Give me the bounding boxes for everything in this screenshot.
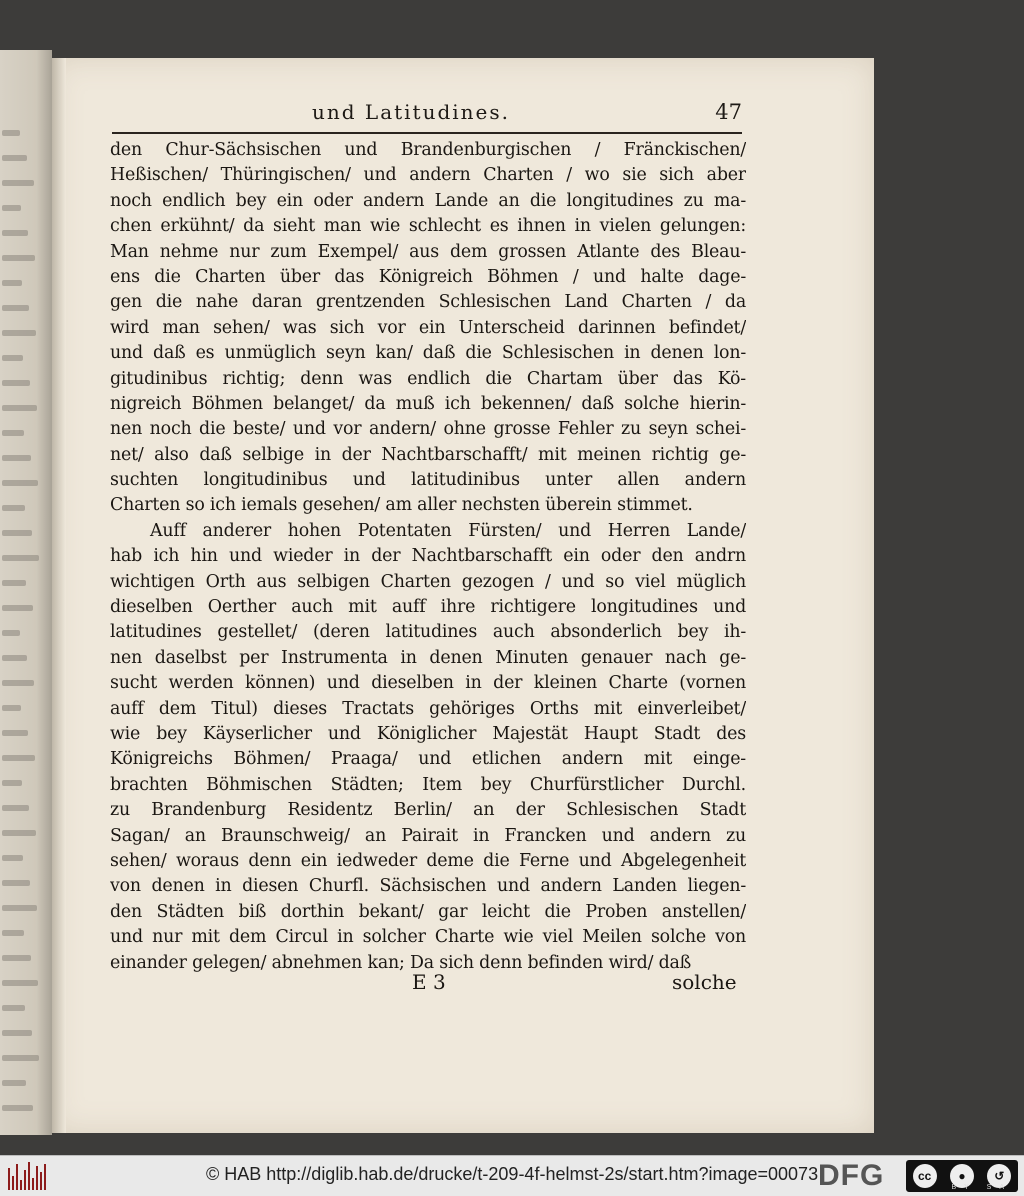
text-line: und nur mit dem Circul in solcher Charte wie viel Meilen solche von	[110, 927, 746, 948]
bleed-through-text	[2, 180, 34, 186]
bleed-through-text	[2, 205, 21, 211]
logo-bar	[28, 1162, 30, 1190]
bleed-through-text	[2, 355, 23, 361]
text-line: Charten so ich iemals gesehen/ am aller nechsten überein stimmet.	[110, 495, 693, 516]
bleed-through-text	[2, 430, 24, 436]
bleed-through-text	[2, 930, 24, 936]
bleed-through-text	[2, 505, 25, 511]
cc-license-badge[interactable]	[906, 1160, 1018, 1192]
text-line: nen daselbst per Instrumenta in denen Minuten genauer nach ge-	[110, 647, 746, 668]
logo-bar	[24, 1170, 26, 1190]
bleed-through-text	[2, 680, 34, 686]
footer-bar	[0, 1155, 1024, 1196]
bleed-through-text	[2, 1030, 32, 1036]
previous-page-edge[interactable]	[0, 50, 52, 1135]
text-line: nen noch die beste/ und vor andern/ ohne grosse Fehler zu seyn schei-	[110, 419, 746, 440]
bleed-through-text	[2, 980, 38, 986]
text-line: gen die nahe daran grentzenden Schlesischen Land Charten / da	[110, 292, 746, 313]
text-line: von denen in diesen Churfl. Sächsischen und andern Landen liegen-	[110, 876, 746, 897]
page-spine-shadow	[52, 58, 66, 1133]
text-line: Königreichs Böhmen/ Praaga/ und etlichen andern mit einge-	[110, 749, 746, 770]
body-text	[110, 138, 746, 976]
book-page	[52, 58, 874, 1133]
creative-commons-icon: cc	[913, 1164, 937, 1188]
logo-bar	[8, 1168, 10, 1190]
text-line: wie bey Käyserlicher und Königlicher Majestät Haupt Stadt des	[110, 723, 746, 744]
text-line: einander gelegen/ abnehmen kan; Da sich denn befinden wird/ daß	[110, 952, 692, 973]
bleed-through-text	[2, 580, 26, 586]
text-line: auff dem Titul) dieses Tractats gehöriges Orths mit einverleibet/	[110, 698, 746, 719]
bleed-through-text	[2, 130, 20, 136]
bleed-through-text	[2, 630, 20, 636]
hab-barcode-logo-icon[interactable]	[8, 1162, 48, 1190]
bleed-through-text	[2, 280, 22, 286]
logo-bar	[32, 1178, 34, 1190]
bleed-through-text	[2, 1005, 25, 1011]
text-line: wichtigen Orth aus selbigen Charten gezogen / und so viel müglich	[110, 571, 746, 592]
bleed-through-text	[2, 455, 31, 461]
bleed-through-text	[2, 255, 35, 261]
bleed-through-text	[2, 155, 27, 161]
bleed-through-text	[2, 830, 36, 836]
text-line: chen erkühnt/ da sieht man wie schlecht es ihnen in vielen gelungen:	[110, 216, 746, 237]
text-line: den Chur-Sächsischen und Brandenburgischen / Fränckischen/	[110, 140, 746, 160]
logo-bar	[16, 1164, 18, 1190]
bleed-through-text	[2, 230, 28, 236]
text-line: nigreich Böhmen belanget/ da muß ich bekennen/ daß solche hierin-	[110, 393, 746, 414]
text-line: noch endlich bey ein oder andern Lande an die longitudines zu ma-	[110, 190, 746, 211]
text-line: Heßischen/ Thüringischen/ und andern Charten / wo sie sich aber	[110, 165, 746, 186]
bleed-through-text	[2, 555, 39, 561]
text-line: Sagan/ an Braunschweig/ an Pairait in Francken und andern zu	[110, 825, 746, 846]
bleed-through-text	[2, 905, 37, 911]
bleed-through-text	[2, 1105, 33, 1111]
text-line: Man nehme nur zum Exempel/ aus dem grossen Atlante des Bleau-	[110, 241, 746, 262]
catchword: solche	[672, 970, 737, 994]
share-alike-icon: ↺	[987, 1164, 1011, 1188]
text-line: zu Brandenburg Residentz Berlin/ an der Schlesischen Stadt	[110, 800, 746, 821]
bleed-through-text	[2, 655, 27, 661]
bleed-through-text	[2, 405, 37, 411]
text-line: wird man sehen/ was sich vor ein Unterscheid darinnen befindet/	[110, 317, 746, 338]
header-rule	[112, 132, 742, 134]
copyright-link[interactable]: © HAB http://diglib.hab.de/drucke/t-209-4f-helmst-2s/start.htm?image=00073	[206, 1164, 819, 1184]
bleed-through-text	[2, 305, 29, 311]
bleed-through-text	[2, 1080, 26, 1086]
bleed-through-text	[2, 755, 35, 761]
text-line: latitudines gestellet/ (deren latitudines auch absonderlich bey ih-	[110, 622, 746, 643]
logo-bar	[36, 1166, 38, 1190]
bleed-through-text	[2, 730, 28, 736]
bleed-through-text	[2, 530, 32, 536]
license-labels: BY SA	[951, 1184, 1012, 1191]
bleed-through-text	[2, 855, 23, 861]
text-line: gitudinibus richtig; denn was endlich die Chartam über das Kö-	[110, 368, 746, 389]
bleed-through-text	[2, 1055, 39, 1061]
logo-bar	[40, 1172, 42, 1190]
text-line: und daß es unmüglich seyn kan/ daß die Schlesischen in denen lon-	[110, 343, 746, 364]
bleed-through-text	[2, 705, 21, 711]
text-line: brachten Böhmischen Städten; Item bey Churfürstlicher Durchl.	[110, 774, 746, 795]
bleed-through-text	[2, 805, 29, 811]
signature-mark: E 3	[412, 970, 446, 994]
dfg-logo[interactable]: DFG	[818, 1159, 885, 1192]
bleed-through-text	[2, 780, 22, 786]
attribution-icon: ●	[950, 1164, 974, 1188]
bleed-through-text	[2, 955, 31, 961]
text-line: suchten longitudinibus und latitudinibus unter allen andern	[110, 470, 746, 491]
bleed-through-text	[2, 330, 36, 336]
text-line: ens die Charten über das Königreich Böhmen / und halte dage-	[110, 266, 746, 287]
text-line: hab ich hin und wieder in der Nachtbarschafft ein oder den andrn	[110, 546, 746, 567]
text-line: dieselben Oerther auch mit auff ihre richtigere longitudines und	[110, 597, 746, 618]
logo-bar	[12, 1176, 14, 1190]
text-line: net/ also daß selbige in der Nachtbarschafft/ mit meinen richtig ge-	[110, 444, 746, 465]
bleed-through-text	[2, 480, 38, 486]
text-line: Auff anderer hohen Potentaten Fürsten/ und Herren Lande/	[150, 520, 746, 541]
page-number: 47	[715, 100, 742, 124]
logo-bar	[20, 1180, 22, 1190]
text-line: sucht werden können) und dieselben in der kleinen Charte (vornen	[110, 673, 746, 694]
bleed-through-text	[2, 605, 33, 611]
text-line: sehen/ woraus denn ein iedweder deme die Ferne und Abgelegenheit	[110, 850, 746, 871]
text-line: den Städten biß dorthin bekant/ gar leicht die Proben anstellen/	[110, 901, 746, 922]
logo-bar	[44, 1164, 46, 1190]
bleed-through-text	[2, 380, 30, 386]
bleed-through-text	[2, 880, 30, 886]
running-head: und Latitudines.	[312, 100, 511, 124]
